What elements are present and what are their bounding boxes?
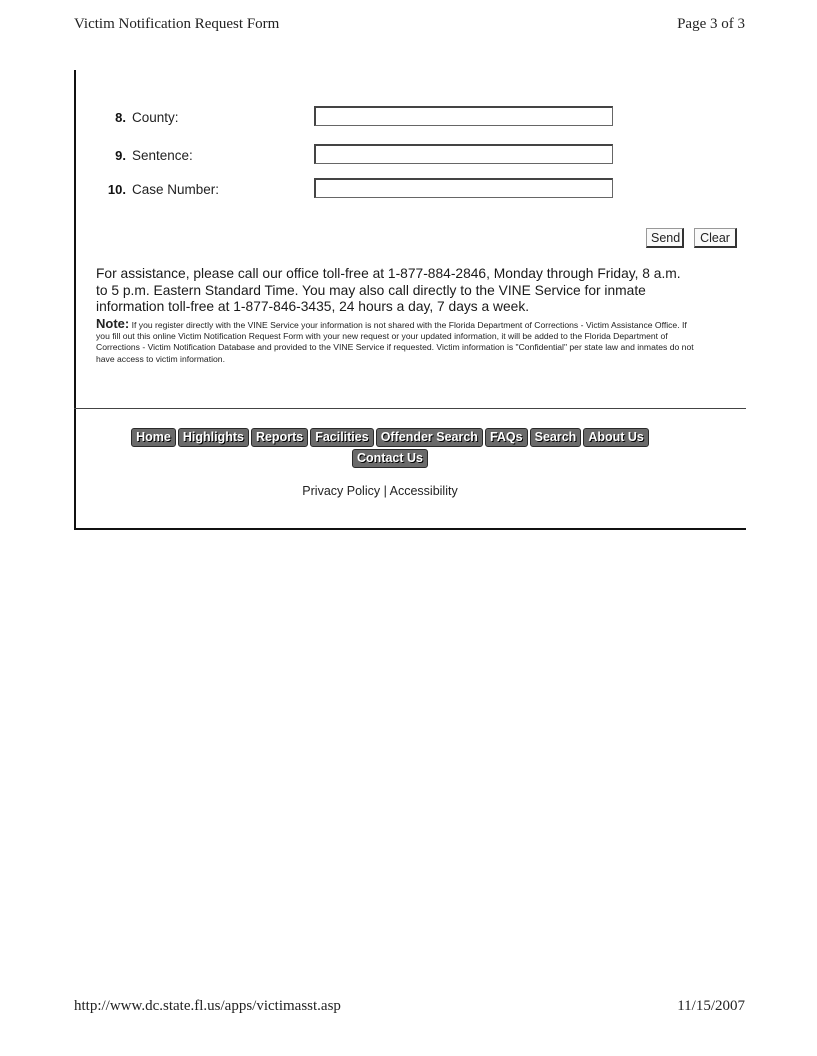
page-header-title: Victim Notification Request Form: [74, 16, 280, 32]
field-row-sentence: [74, 144, 746, 168]
link-separator: |: [383, 484, 387, 498]
nav-reports[interactable]: Reports: [251, 428, 308, 447]
nav-highlights[interactable]: Highlights: [178, 428, 249, 447]
clear-button[interactable]: Clear: [694, 228, 737, 248]
footer-links: [74, 484, 686, 498]
field-number: 8.: [115, 110, 126, 125]
print-date: 11/15/2007: [677, 998, 745, 1014]
case-number-label: Case Number:: [132, 182, 220, 197]
county-label: County:: [132, 110, 179, 125]
privacy-policy-link[interactable]: Privacy Policy: [302, 484, 381, 498]
field-number: 9.: [115, 148, 126, 163]
accessibility-link[interactable]: Accessibility: [389, 484, 458, 498]
nav-offender-search[interactable]: Offender Search: [376, 428, 483, 447]
field-row-case-number: [74, 178, 746, 202]
nav-faqs[interactable]: FAQs: [485, 428, 528, 447]
send-button[interactable]: Send: [646, 228, 684, 248]
field-row-county: [74, 106, 746, 130]
field-number: 10.: [107, 182, 126, 197]
assistance-text: For assistance, please call our office toll-free at 1-877-884-2846, Monday through Friday, 8 a.m. to 5 p.m. Eastern Standard Time. You may also call directly to the VINE Service for inmate information toll-free at 1-877-846-3435, 24 hours a day, 7 days a week.: [96, 266, 681, 314]
nav-about-us[interactable]: About Us: [583, 428, 649, 447]
county-input[interactable]: [314, 106, 613, 126]
nav-bar: [100, 426, 680, 468]
nav-home[interactable]: Home: [131, 428, 176, 447]
nav-facilities[interactable]: Facilities: [310, 428, 374, 447]
nav-contact-us[interactable]: Contact Us: [352, 449, 428, 468]
nav-search[interactable]: Search: [530, 428, 582, 447]
bottom-border: [74, 528, 746, 530]
note-text: If you register directly with the VINE Service your information is not shared with the Florida Department of Corrections - Victim Assistance Office. If you fill out this online Victim Notification Request Form with your new request or your updated information, it will be added to the Florida Department of Corrections - Victim Notification Database and provided to the VINE Service if requested. Victim information is "Confidential" per state law and inmates do not have access to victim information.: [96, 320, 694, 364]
page-number: Page 3 of 3: [677, 16, 745, 32]
page-url: http://www.dc.state.fl.us/apps/victimasst.asp: [74, 998, 341, 1014]
note-label: Note:: [96, 316, 130, 331]
note-block: [96, 318, 696, 365]
case-number-input[interactable]: [314, 178, 613, 198]
sentence-input[interactable]: [314, 144, 613, 164]
left-border: [74, 70, 76, 530]
divider: [74, 408, 746, 409]
form-content: [74, 70, 746, 530]
sentence-label: Sentence:: [132, 148, 193, 163]
